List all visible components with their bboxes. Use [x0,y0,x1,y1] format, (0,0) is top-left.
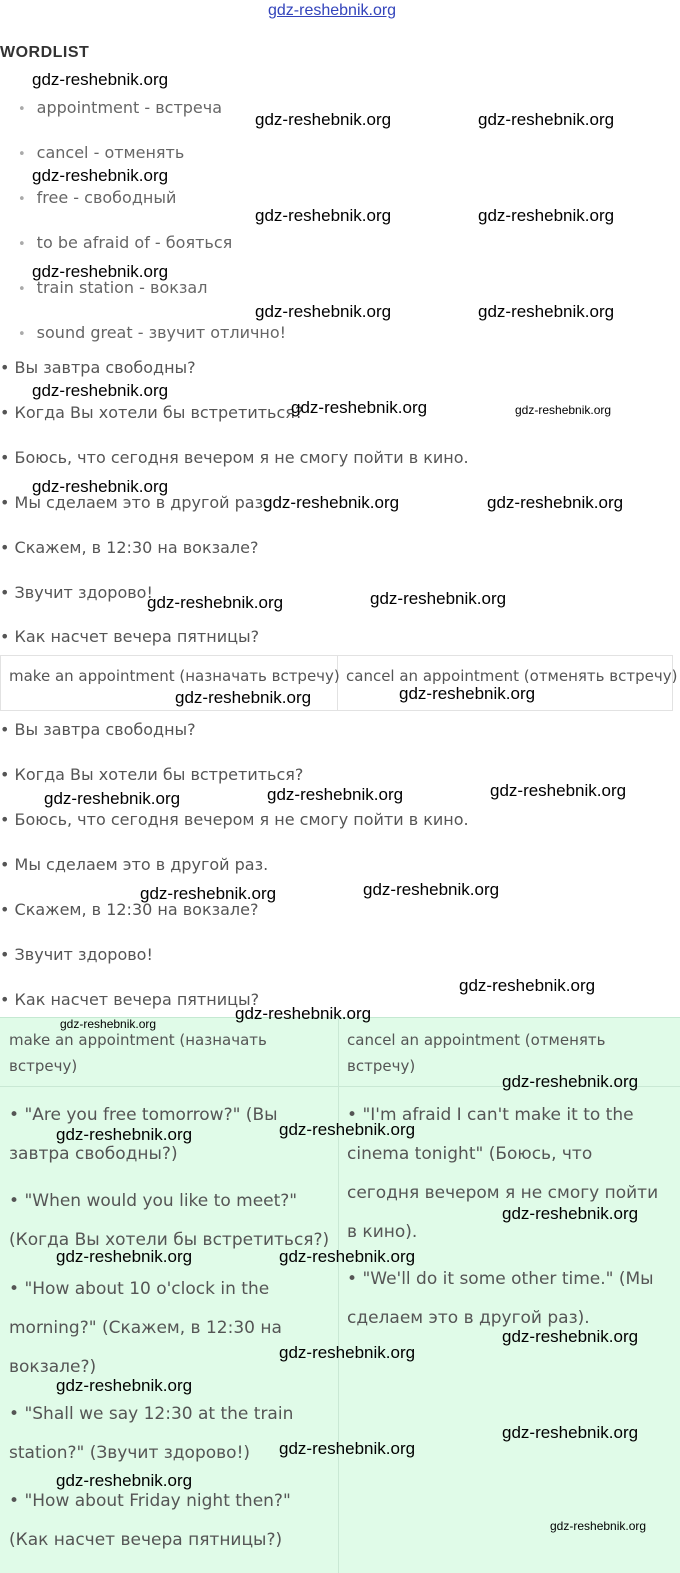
watermark: gdz-reshebnik.org [56,1247,193,1266]
make-phrase-line: • "When would you like to meet?" [9,1182,297,1221]
cancel-phrase-line: cinema tonight" (Боюсь, что [347,1144,593,1164]
watermark: gdz-reshebnik.org [279,1247,416,1266]
watermark: gdz-reshebnik.org [56,1376,193,1395]
wordlist-item: • train station - вокзал [18,278,207,297]
watermark: gdz-reshebnik.org [399,684,536,703]
watermark: gdz-reshebnik.org [478,302,615,321]
watermark: gdz-reshebnik.org [235,1004,372,1023]
watermark: gdz-reshebnik.org [279,1343,416,1362]
make-phrase-line: (Когда Вы хотели бы встретиться?) [9,1230,330,1250]
phrase-line: • Как насчет вечера пятницы? [0,627,259,646]
wordlist-item: • sound great - звучит отлично! [18,323,286,342]
phrase-line: • Вы завтра свободны? [0,720,196,739]
wordlist-item: • cancel - отменять [18,143,184,162]
phrase-line: • Скажем, в 12:30 на вокзале? [0,538,259,557]
watermark: gdz-reshebnik.org [478,206,615,225]
watermark: gdz-reshebnik.org [56,1471,193,1490]
watermark: gdz-reshebnik.org [60,1017,157,1031]
wordlist-heading: WORDLIST [0,44,90,61]
make-phrase-line: • "How about 10 o'clock in the [9,1270,269,1309]
watermark: gdz-reshebnik.org [267,785,404,804]
watermark: gdz-reshebnik.org [502,1204,639,1223]
watermark: gdz-reshebnik.org [459,976,596,995]
watermark: gdz-reshebnik.org [140,884,277,903]
watermark: gdz-reshebnik.org [370,589,507,608]
watermark: gdz-reshebnik.org [550,1519,647,1533]
wordlist-item: • to be afraid of - бояться [18,233,232,252]
watermark: gdz-reshebnik.org [147,593,284,612]
watermark: gdz-reshebnik.org [279,1120,416,1139]
phrase-line: • Боюсь, что сегодня вечером я не смогу пойти в кино. [0,810,469,829]
watermark: gdz-reshebnik.org [502,1423,639,1442]
watermark: gdz-reshebnik.org [363,880,500,899]
green-header-make: make an appointment (назначать [9,1031,267,1049]
make-phrase-line: • "Are you free tomorrow?" (Вы [9,1096,278,1135]
make-phrase-line: • "Shall we say 12:30 at the train [9,1395,293,1434]
watermark: gdz-reshebnik.org [502,1327,639,1346]
watermark: gdz-reshebnik.org [56,1125,193,1144]
watermark: gdz-reshebnik.org [478,110,615,129]
cancel-phrase-line: сегодня вечером я не смогу пойти [347,1183,659,1203]
make-phrase-line: morning?" (Скажем, в 12:30 на [9,1318,282,1338]
cancel-phrase-line: в кино). [347,1222,418,1242]
watermark: gdz-reshebnik.org [32,166,169,185]
green-header-cancel: встречу) [347,1057,416,1075]
table-header-make: make an appointment (назначать встречу) [1,656,338,710]
cancel-phrase-line: • "We'll do it some other time." (Мы [347,1260,654,1299]
watermark: gdz-reshebnik.org [490,781,627,800]
phrase-line: • Вы завтра свободны? [0,358,196,377]
wordlist-item: • appointment - встреча [18,98,222,117]
watermark: gdz-reshebnik.org [32,262,169,281]
watermark: gdz-reshebnik.org [255,302,392,321]
phrase-line: • Звучит здорово! [0,583,153,602]
phrase-line: • Боюсь, что сегодня вечером я не смогу пойти в кино. [0,448,469,467]
watermark: gdz-reshebnik.org [487,493,624,512]
green-header-cancel: cancel an appointment (отменять [347,1031,606,1049]
cancel-phrase-line: сделаем это в другой раз). [347,1308,590,1328]
cancel-phrase-line: • "I'm afraid I can't make it to the [347,1096,634,1135]
make-phrase-line: • "How about Friday night then?" [9,1482,291,1521]
green-header-make: встречу) [9,1057,78,1075]
watermark: gdz-reshebnik.org [32,70,169,89]
column-divider [338,1018,339,1573]
phrase-line: • Мы сделаем это в другой раз. [0,493,268,512]
appointment-table [0,655,678,711]
phrase-line: • Когда Вы хотели бы встретиться? [0,403,303,422]
wordlist-item: • free - свободный [18,188,176,207]
watermark: gdz-reshebnik.org [44,789,181,808]
watermark: gdz-reshebnik.org [255,110,392,129]
make-phrase-line: station?" (Звучит здорово!) [9,1443,251,1463]
phrase-line: • Звучит здорово! [0,945,153,964]
table-header-cancel: cancel an appointment (отменять встречу) [346,667,678,685]
phrase-line: • Скажем, в 12:30 на вокзале? [0,900,259,919]
phrase-line: • Когда Вы хотели бы встретиться? [0,765,303,784]
watermark: gdz-reshebnik.org [32,477,169,496]
watermark: gdz-reshebnik.org [515,403,612,417]
make-phrase-line: (Как насчет вечера пятницы?) [9,1530,283,1550]
watermark-top[interactable]: gdz-reshebnik.org [268,2,397,19]
watermark: gdz-reshebnik.org [255,206,392,225]
make-phrase-line: вокзале?) [9,1357,97,1377]
watermark: gdz-reshebnik.org [32,381,169,400]
watermark: gdz-reshebnik.org [279,1439,416,1458]
make-phrase-line: завтра свободны?) [9,1144,178,1164]
watermark: gdz-reshebnik.org [502,1072,639,1091]
phrase-line: • Как насчет вечера пятницы? [0,990,259,1009]
watermark: gdz-reshebnik.org [175,688,312,707]
watermark: gdz-reshebnik.org [263,493,400,512]
phrase-line: • Мы сделаем это в другой раз. [0,855,268,874]
watermark: gdz-reshebnik.org [291,398,428,417]
